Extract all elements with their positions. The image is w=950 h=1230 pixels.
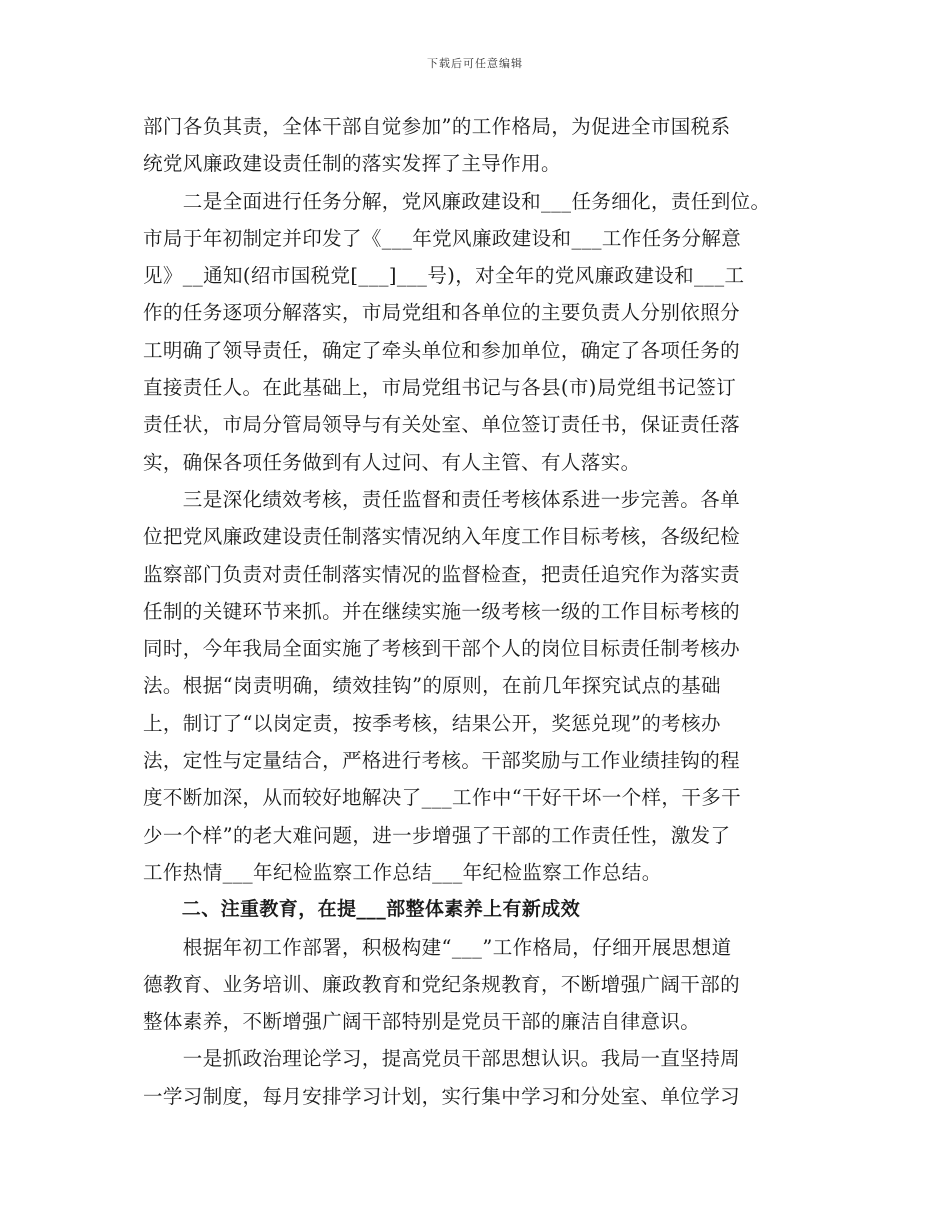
paragraph-line: 统党风廉政建设责任制的落实发挥了主导作用。 (143, 152, 561, 176)
paragraph-line: 实，确保各项任务做到有人过问、有人主管、有人落实。 (143, 450, 641, 474)
paragraph-line: 少一个样”的老大难问题，进一步增强了干部的工作责任性，激发了 (143, 823, 731, 847)
paragraph-line: 二是全面进行任务分解，党风廉政建设和___任务细化，责任到位。 (143, 189, 771, 213)
paragraph-line: 同时，今年我局全面实施了考核到干部个人的岗位目标责任制考核办 (143, 637, 741, 661)
paragraph-line: 一是抓政治理论学习，提高党员干部思想认识。我局一直坚持周 (143, 1047, 741, 1071)
paragraph-line: 监察部门负责对责任制落实情况的监督检查，把责任追究作为落实责 (143, 562, 741, 586)
paragraph-line: 市局于年初制定并印发了《___年党风廉政建设和___工作任务分解意 (143, 226, 742, 250)
paragraph-line: 法。根据“岗责明确，绩效挂钩”的原则，在前几年探究试点的基础 (143, 674, 721, 698)
paragraph-line: 根据年初工作部署，积极构建“___”工作格局，仔细开展思想道 (143, 935, 732, 959)
document-body (143, 108, 823, 1115)
paragraph-line: 直接责任人。在此基础上，市局党组书记与各县(市)局党组书记签订 (143, 376, 737, 400)
paragraph-line: 法，定性与定量结合，严格进行考核。干部奖励与工作业绩挂钩的程 (143, 749, 741, 773)
page-header: 下载后可任意编辑 (427, 57, 523, 70)
paragraph-line: 工作热情___年纪检监察工作总结___年纪检监察工作总结。 (143, 860, 662, 884)
paragraph-line: 工明确了领导责任，确定了牵头单位和参加单位，确定了各项任务的 (143, 338, 741, 362)
paragraph-line: 位把党风廉政建设责任制落实情况纳入年度工作目标考核，各级纪检 (143, 525, 741, 549)
paragraph-line: 责任状，市局分管局领导与有关处室、单位签订责任书，保证责任落 (143, 413, 741, 437)
paragraph-line: 整体素养，不断增强广阔干部特别是党员干部的廉洁自律意识。 (143, 1010, 701, 1034)
paragraph-line: 一学习制度，每月安排学习计划，实行集中学习和分处室、单位学习 (143, 1084, 741, 1108)
paragraph-line: 作的任务逐项分解落实，市局党组和各单位的主要负责人分别依照分 (143, 301, 741, 325)
paragraph-line: 上，制订了“以岗定责，按季考核，结果公开，奖惩兑现”的考核办 (143, 711, 721, 735)
paragraph-line: 见》__通知(绍市国税党[___]___号)，对全年的党风廉政建设和___工 (143, 264, 745, 288)
paragraph-line: 部门各负其责，全体干部自觉参加”的工作格局，为促进全市国税系 (143, 115, 731, 138)
section-heading: 二、注重教育，在提___部整体素养上有新成效 (143, 898, 581, 921)
paragraph-line: 度不断加深，从而较好地解决了___工作中“干好干坏一个样，干多干 (143, 786, 742, 810)
paragraph-line: 德教育、业务培训、廉政教育和党纪条规教育，不断增强广阔干部的 (143, 972, 741, 996)
paragraph-line: 三是深化绩效考核，责任监督和责任考核体系进一步完善。各单 (143, 487, 741, 511)
paragraph-line: 任制的关键环节来抓。并在继续实施一级考核一级的工作目标考核的 (143, 599, 741, 623)
